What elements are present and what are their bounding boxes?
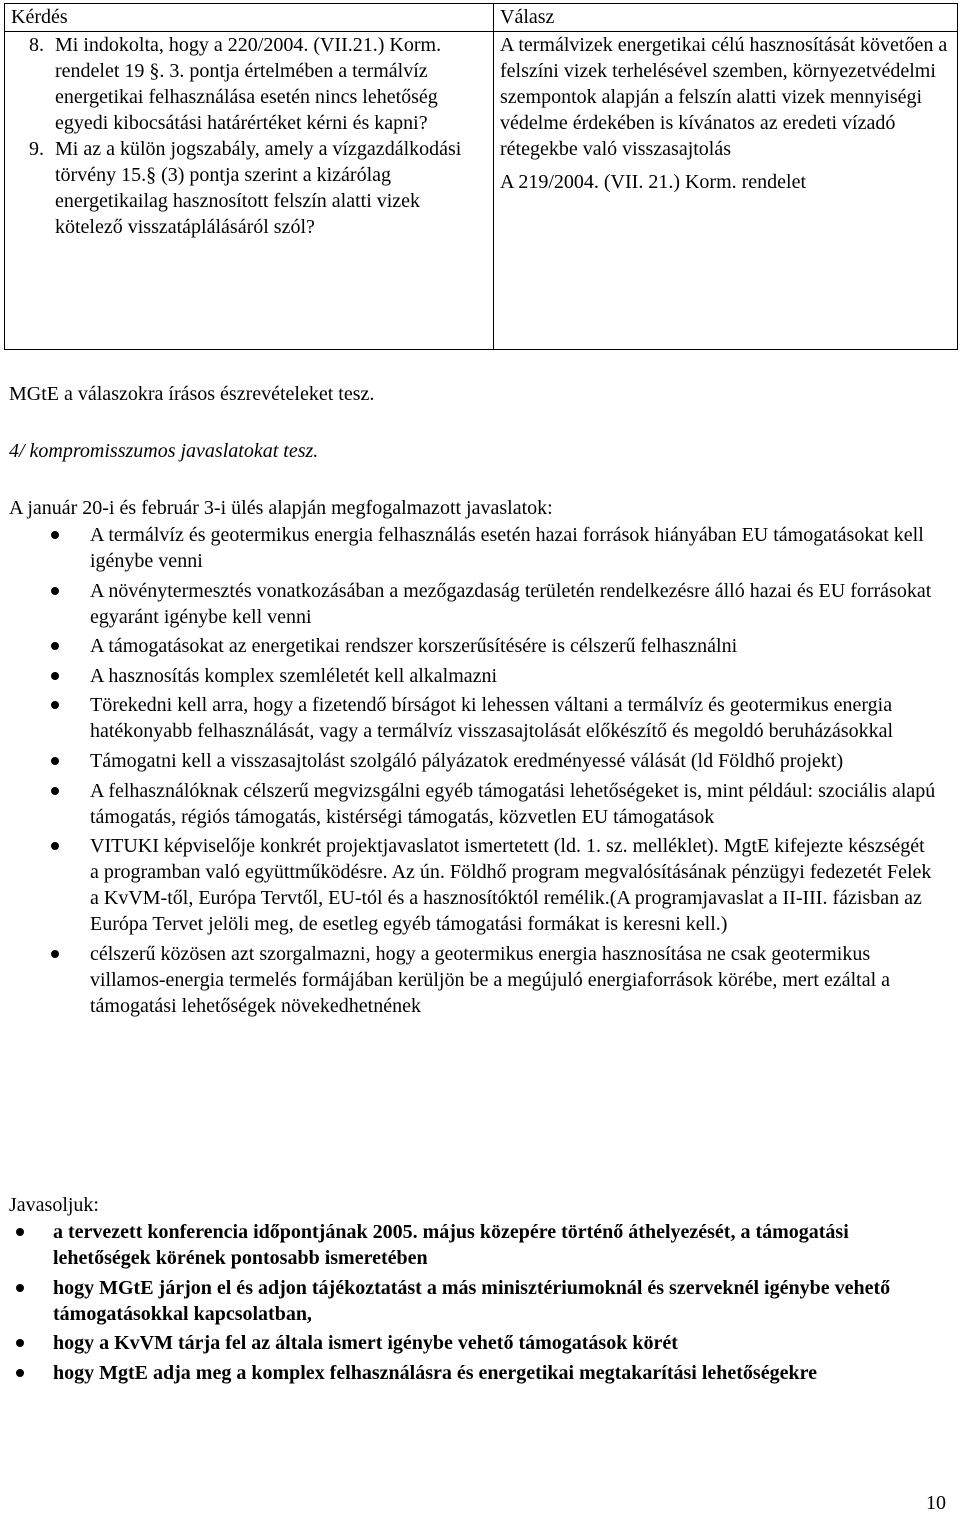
question-item: 8. Mi indokolta, hogy a 220/2004. (VII.21.) Korm. rendelet 19 §. 3. pontja értelmében a termálvíz energetikai felhasználása esetén nincs lehetőség egyedi kibocsátási határértéket kérni és kapni? <box>49 32 487 136</box>
remark-paragraph: MGtE a válaszokra írásos észrevételeket tesz. <box>9 383 375 405</box>
recommendation-list <box>9 1219 938 1389</box>
page-number: 10 <box>926 1492 946 1514</box>
qa-body-row <box>5 32 958 350</box>
proposal-item: A támogatásokat az energetikai rendszer korszerűsítésére is célszerű felhasználni <box>90 633 938 659</box>
question-cell <box>5 32 494 350</box>
proposal-list <box>9 522 938 1022</box>
qa-table <box>4 3 958 350</box>
proposal-item: VITUKI képviselője konkrét projektjavaslatot ismertetett (ld. 1. sz. melléklet). MgtE kifejezte készségét a programban való együttműködésre. Az ún. Földhő program megvalósításának pénzügyi fedezetét Felek a KvVM-től, Európa Tervtől, EU-tól és a hasznosítóktól remélik.(A programjavaslat a II-III. fázisban az Európa Tervet jelöli meg, de esetleg egyéb támogatási formákat is keresni kell.) <box>90 833 938 937</box>
proposal-item: A termálvíz és geotermikus energia felhasználás esetén hazai források hiányában EU támogatásokat kell igénybe venni <box>90 522 938 574</box>
recommendation-item: hogy MGtE járjon el és adjon tájékoztatást a más minisztériumoknál és szerveknél igénybe vehető támogatásokkal kapcsolatban, <box>53 1275 938 1327</box>
recommend-heading: Javasoljuk: <box>9 1194 99 1216</box>
proposal-item: A felhasználóknak célszerű megvizsgálni egyéb támogatási lehetőségeket is, mint például: szociális alapú támogatás, régiós támogatás, kistérségi támogatás, közvetlen EU támogatások <box>90 778 938 830</box>
answer-text: A 219/2004. (VII. 21.) Korm. rendelet <box>500 171 807 193</box>
recommendation-item: a tervezett konferencia időpontjának 2005. május közepére történő áthelyezését, a támogatási lehetőségek körének pontosabb ismeretében <box>53 1219 938 1271</box>
answer-cell <box>494 32 958 350</box>
question-item: 9. Mi az a külön jogszabály, amely a vízgazdálkodási törvény 15.§ (3) pontja szerint a kizárólag energetikailag hasznosított felszín alatti vizek kötelező visszatáplálásáról szól? <box>49 136 487 240</box>
proposal-item: Törekedni kell arra, hogy a fizetendő bírságot ki lehessen váltani a termálvíz és geotermikus energia hatékonyabb felhasználását, vagy a termálvíz visszasajtolását előkészítő és megoldó beruházásokkal <box>90 692 938 744</box>
header-question: Kérdés <box>5 4 494 32</box>
proposal-item: A hasznosítás komplex szemléletét kell alkalmazni <box>90 663 938 689</box>
header-answer: Válasz <box>494 4 958 32</box>
recommendation-item: hogy a KvVM tárja fel az általa ismert igénybe vehető támogatások körét <box>53 1330 938 1356</box>
question-list <box>11 32 487 240</box>
compromise-heading: 4/ kompromisszumos javaslatokat tesz. <box>9 440 319 462</box>
proposal-item: Támogatni kell a visszasajtolást szolgáló pályázatok eredményessé válását (ld Földhő projekt) <box>90 748 938 774</box>
answer-text: A termálvizek energetikai célú hasznosítását követően a felszíni vizek terhelésével szemben, környezetvédelmi szempontok alapján a felszín alatti vizek mennyiségi védelme érdekében is kívánatos az eredeti vízadó rétegekbe való visszasajtolás <box>500 34 948 160</box>
qa-header-row <box>5 4 958 32</box>
proposal-item: célszerű közösen azt szorgalmazni, hogy a geotermikus energia hasznosítása ne csak geotermikus villamos-energia termelés formájában kerüljön be a megújuló energiaforrások körébe, mert ezáltal a támogatási lehetőségek növekedhetnének <box>90 941 938 1019</box>
proposal-item: A növénytermesztés vonatkozásában a mezőgazdaság területén rendelkezésre álló hazai és EU forrásokat egyaránt igénybe kell venni <box>90 578 938 630</box>
intro-paragraph: A január 20-i és február 3-i ülés alapján megfogalmazott javaslatok: <box>9 497 553 519</box>
recommendation-item: hogy MgtE adja meg a komplex felhasználásra és energetikai megtakarítási lehetőségekre <box>53 1360 938 1386</box>
